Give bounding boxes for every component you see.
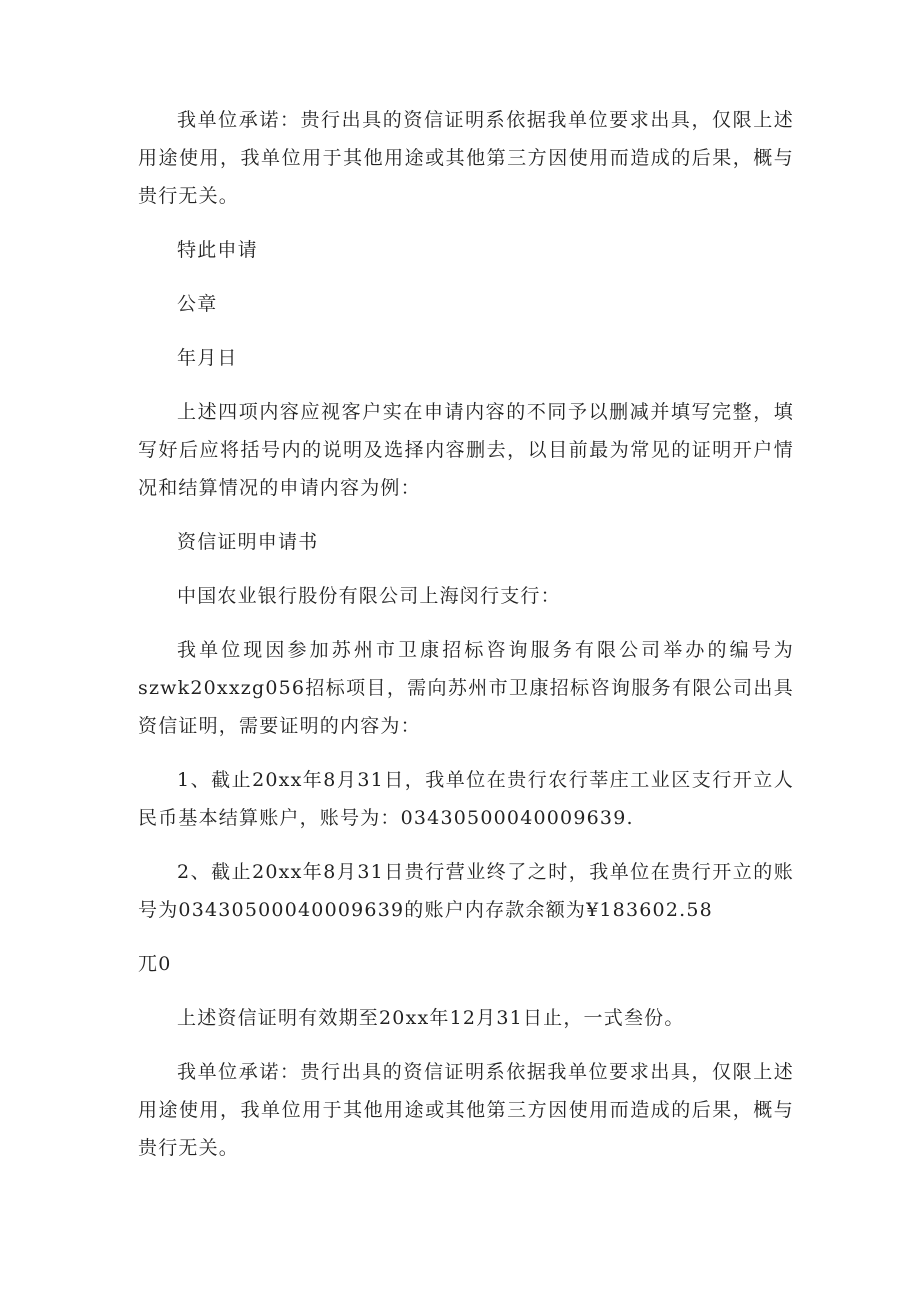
paragraph-application-title: 资信证明申请书	[177, 531, 319, 553]
paragraph-seal: 公章	[177, 293, 218, 315]
paragraph-commitment-repeat: 我单位承诺：贵行出具的资信证明系依据我单位要求出具，仅限上述用途使用，我单位用于其他用途或其他第三方因使用而造成的后果，概与贵行无关。	[138, 1061, 794, 1159]
paragraph-date: 年月日	[177, 347, 238, 369]
paragraph-special-request: 特此申请	[177, 239, 258, 261]
paragraph-commitment: 我单位承诺：贵行出具的资信证明系依据我单位要求出具，仅限上述用途使用，我单位用于其他用途或其他第三方因使用而造成的后果，概与贵行无关。	[138, 109, 794, 207]
paragraph-purpose: 我单位现因参加苏州市卫康招标咨询服务有限公司举办的编号为szwk20xxzg056招标项目，需向苏州市卫康招标咨询服务有限公司出具资信证明，需要证明的内容为：	[138, 639, 794, 737]
paragraph-item-2: 2、截止20xx年8月31日贵行营业终了之时，我单位在贵行开立的账号为03430500040009639的账户内存款余额为¥183602.58	[138, 861, 794, 921]
paragraph-instructions: 上述四项内容应视客户实在申请内容的不同予以删减并填写完整，填写好后应将括号内的说明及选择内容删去，以目前最为常见的证明开户情况和结算情况的申请内容为例：	[138, 401, 794, 499]
paragraph-validity: 上述资信证明有效期至20xx年12月31日止，一式叁份。	[177, 1007, 685, 1029]
paragraph-amount-unit: 兀0	[138, 953, 172, 975]
document-body	[138, 101, 794, 1167]
paragraph-item-1: 1、截止20xx年8月31日，我单位在贵行农行莘庄工业区支行开立人民币基本结算账户，账号为：03430500040009639.	[138, 769, 794, 829]
paragraph-addressee: 中国农业银行股份有限公司上海闵行支行：	[177, 585, 561, 607]
